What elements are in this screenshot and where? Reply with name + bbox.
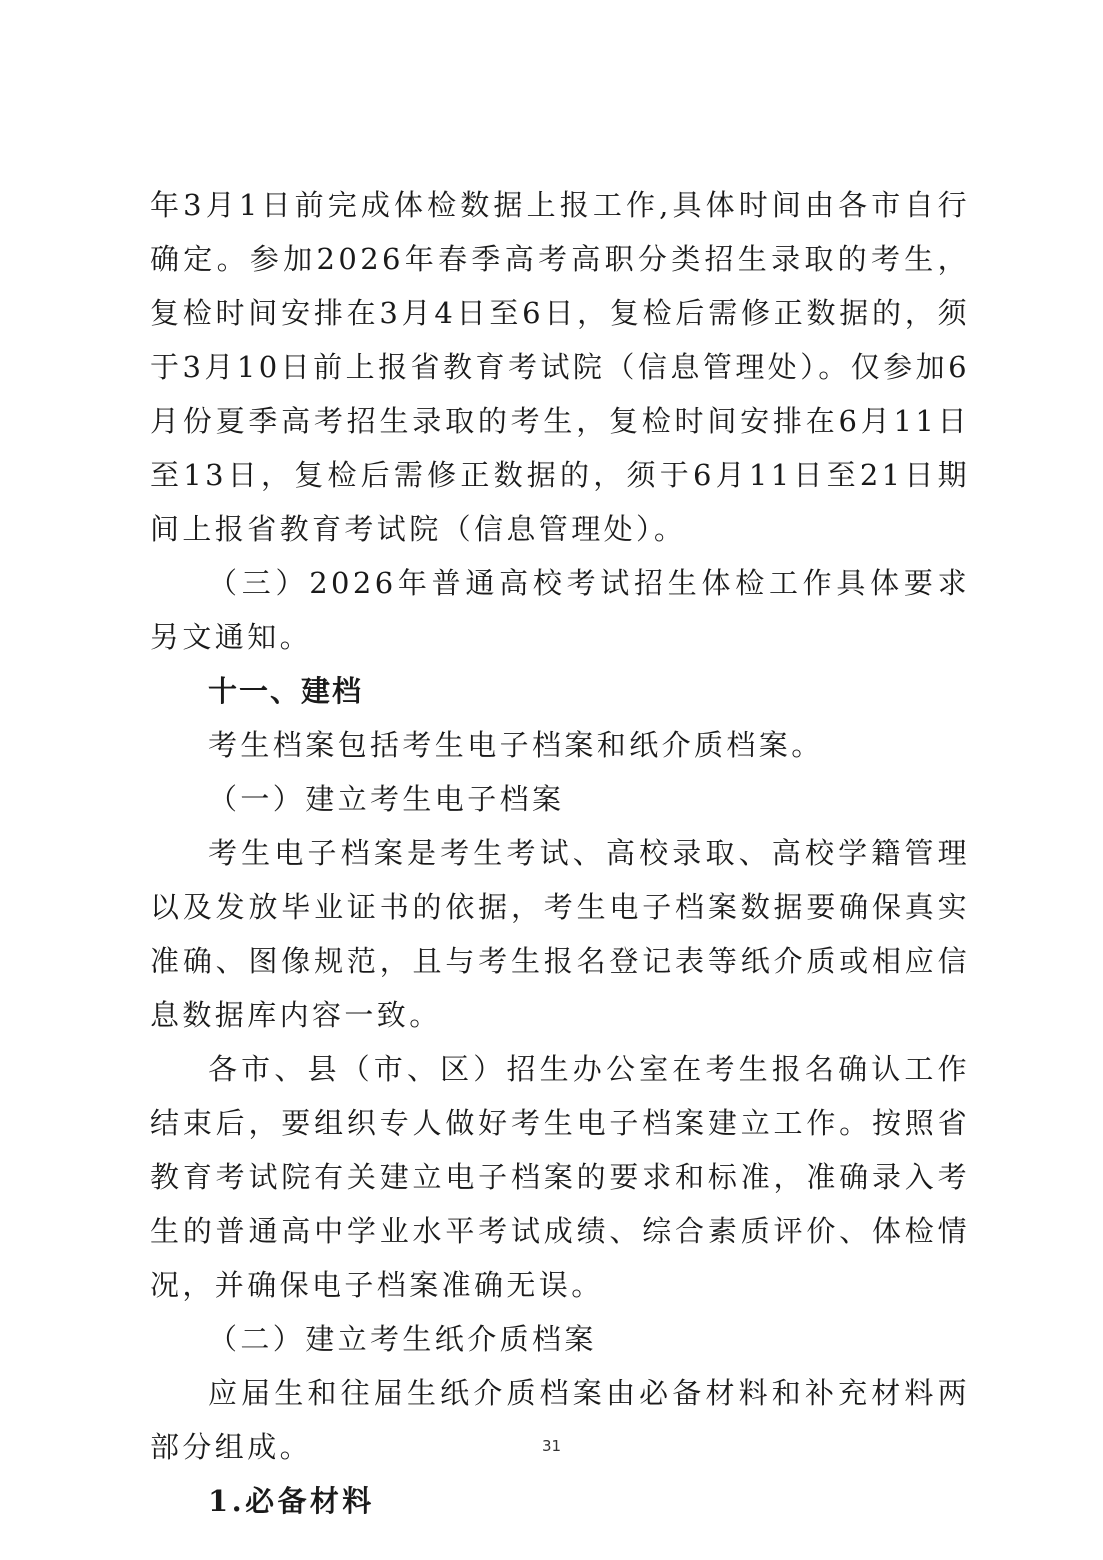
paragraph-body: 考生电子档案是考生考试、高校录取、高校学籍管理以及发放毕业证书的依据，考生电子档案数据要确保真实准确、图像规范，且与考生报名登记表等纸介质或相应信息数据库内容一致。 — [150, 836, 970, 1032]
section-heading: 十一、建档 — [208, 674, 364, 708]
paragraph-body: 年3月1日前完成体检数据上报工作,具体时间由各市自行确定。参加2026年春季高考高职分类招生录取的考生，复检时间安排在3月4日至6日，复检后需修正数据的，须于3月10日前上报省教育考试院（信息管理处）。仅参加6月份夏季高考招生录取的考生，复检时间安排在6月11日至13日，复检后需修正数据的，须于6月11日至21日期间上报省教育考试院（信息管理处）。 — [150, 188, 970, 546]
paragraph-body: （三）2026年普通高校考试招生体检工作具体要求另文通知。 — [150, 566, 970, 654]
item-heading: 1.必备材料 — [208, 1484, 375, 1518]
subsection-heading: （二）建立考生纸介质档案 — [208, 1322, 597, 1356]
page-number: 31 — [541, 1437, 562, 1455]
paragraph-body: 考生档案包括考生电子档案和纸介质档案。 — [208, 728, 824, 762]
paragraph-body: 各市、县（市、区）招生办公室在考生报名确认工作结束后，要组织专人做好考生电子档案建立工作。按照省教育考试院有关建立电子档案的要求和标准，准确录入考生的普通高中学业水平考试成绩、综合素质评价、体检情况，并确保电子档案准确无误。 — [150, 1052, 970, 1302]
paragraph-body: 应届生和往届生纸介质档案由必备材料和补充材料两部分组成。 — [150, 1376, 970, 1464]
document-body — [150, 178, 970, 1528]
subsection-heading: （一）建立考生电子档案 — [208, 782, 565, 816]
